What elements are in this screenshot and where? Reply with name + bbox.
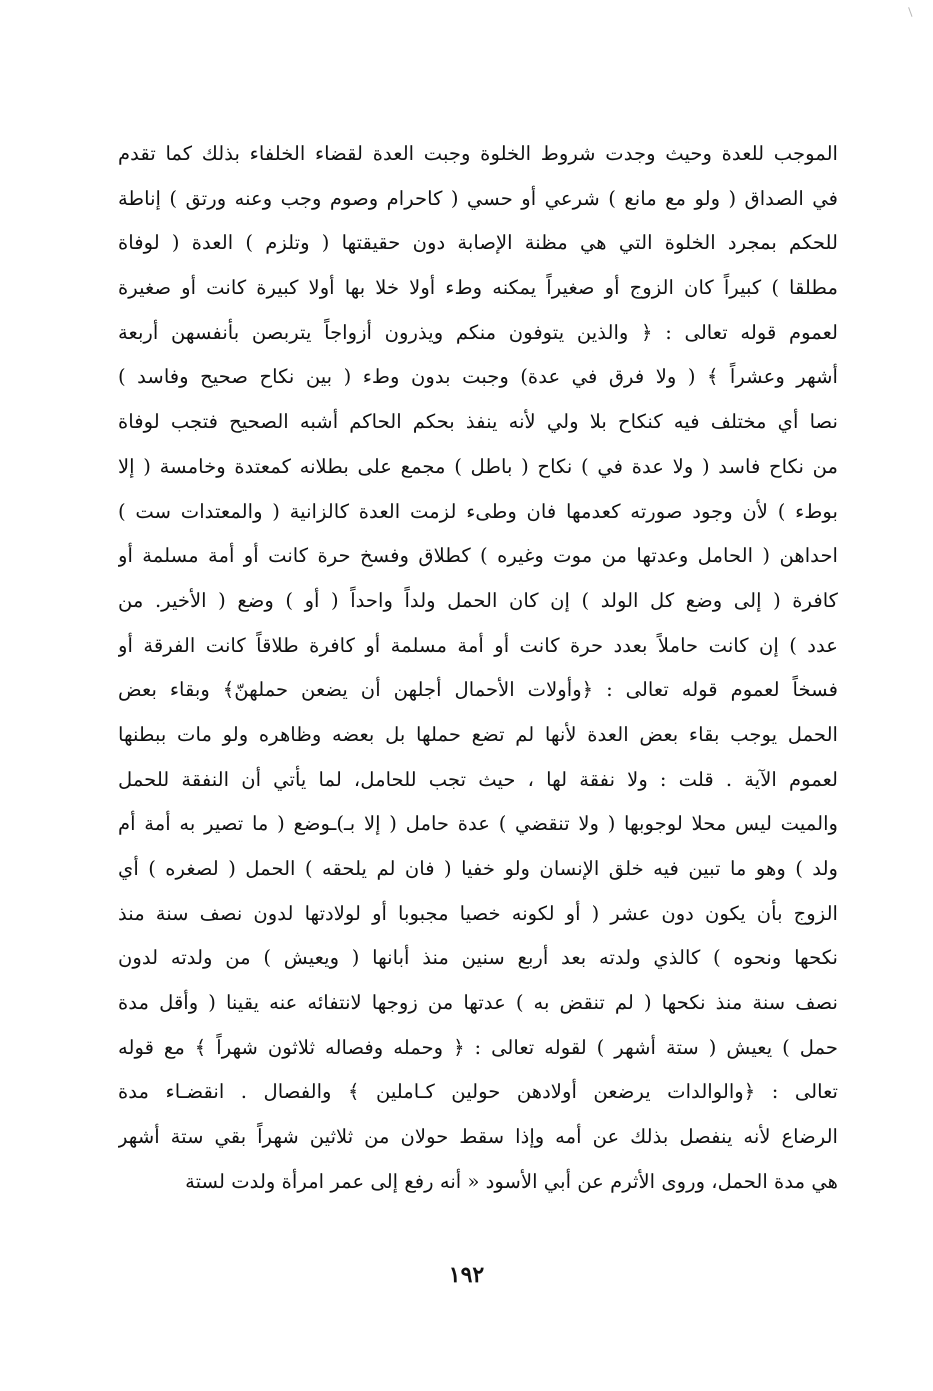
- text-line-7: نصا أي مختلف فيه كنكاح بلا ولي لأنه ينفذ بحكم الحاكم أشبه الصحيح فتجب لوفاة: [118, 410, 838, 434]
- text-line-20: نصف سنة منذ نكحها ( لم تنقض به ) عدتها من زوجها لانتفائه عنه يقينا ( وأقل مدة: [118, 991, 838, 1015]
- text-line-24: هي مدة الحمل، وروى الأثرم عن أبي الأسود « أنه رفع إلى عمر امرأة ولدت لستة: [185, 1169, 838, 1193]
- scan-mark: [903, 7, 913, 19]
- text-line-11: كافرة ( إلى وضع كل الولد ) إن كان الحمل ولداً واحداً ( أو ) وضع ( الأخير. من: [118, 588, 838, 612]
- text-line-17: ولد ) وهو ما تبين فيه خلق الإنسان ولو خفيا ( فان لم يلحقه ) الحمل ( لصغره ) أي: [118, 857, 838, 880]
- text-line-6: أشهر وعشراً ﴾ ( ولا فرق في عدة) وجبت بدون وطء ( بين نكاح صحيح وفاسد ): [118, 365, 838, 389]
- text-line-1: الموجب للعدة وحيث وجدت شروط الخلوة وجبت العدة لقضاء الخلفاء بذلك كما تقدم: [118, 142, 838, 165]
- text-line-5: لعموم قوله تعالى : ﴿ والذين يتوفون منكم ويذرون أزواجاً يتربصن بأنفسهن أربعة: [118, 320, 838, 344]
- text-line-12: عدد ) إن كانت حاملاً بعدد حرة كانت أو أمة مسلمة أو كافرة طلاقاً كانت الفرقة أو: [118, 633, 838, 657]
- text-line-19: نكحها ونحوه ) كالذي ولدته بعد أربع سنين منذ أبانها ( ويعيش ) من ولدته لدون: [118, 946, 838, 970]
- text-line-13: فسخاً لعموم قوله تعالى : ﴿وأولات الأحمال أجلهن أن يضعن حملهنّ﴾ وبقاء بعض: [118, 678, 838, 702]
- text-line-4: مطلقا ) كبيراً كان الزوج أو صغيراً يمكنه وطء أولا خلا بها أولا كبيرة كانت أو صغيرة: [118, 276, 838, 300]
- text-line-15: لعموم الآية . قلت : ولا نفقة لها ، حيث تجب للحامل، لما يأتي أن النفقة للحمل: [118, 767, 838, 791]
- text-line-18: الزوج بأن يكون دون عشر ( أو لكونه خصيا مجبوبا أو لولادتها لدون نصف سنة منذ: [118, 901, 838, 925]
- text-line-9: بوطء ) لأن وجود صورته كعدمها فان وطىء لزمت العدة كالزانية ( والمعتدات ست ): [118, 499, 838, 523]
- text-line-14: الحمل يوجب بقاء بعض العدة لأنها لم تضع حملها بل بعضه وظاهره ولو مات ببطنها: [118, 722, 838, 746]
- text-line-21: حمل ) يعيش ( ستة أشهر ) لقوله تعالى : ﴿ وحمله وفصاله ثلاثون شهراً ﴾ مع قوله: [118, 1035, 838, 1059]
- text-line-10: احداهن ( الحامل وعدتها من موت وغيره ) كطلاق وفسخ حرة كانت أو أمة مسلمة أو: [118, 544, 838, 568]
- text-line-8: من نكاح فاسد ( ولا عدة في ) نكاح ( باطل ) مجمع على بطلانه كمعتدة وخامسة ( إلا: [118, 454, 838, 478]
- text-line-3: للحكم بمجرد الخلوة التي هي مظنة الإصابة دون حقيقتها ( وتلزم ) العدة ( لوفاة: [118, 231, 838, 255]
- text-line-22: تعالى : ﴿والوالدات يرضعن أولادهن حولين كـاملين ﴾ والفصال . انقضـاء مدة: [118, 1080, 838, 1104]
- text-line-16: والميت ليس محلا لوجوبها ( ولا تنقضي ) عدة حامل ( إلا بـ)ـوضع ( ما تصير به أمة أم: [118, 812, 838, 836]
- page-number: ١٩٢: [448, 1262, 485, 1288]
- page-body: [118, 132, 838, 1205]
- text-line-23: الرضاع لأنه ينفصل بذلك عن أمه وإذا سقط حولان من ثلاثين شهراً بقي ستة أشهر: [118, 1125, 838, 1149]
- text-line-2: في الصداق ( ولو مع مانع ) شرعي أو حسي ( كاحرام وصوم وجب وعنه ورتق ) إناطة: [118, 186, 838, 210]
